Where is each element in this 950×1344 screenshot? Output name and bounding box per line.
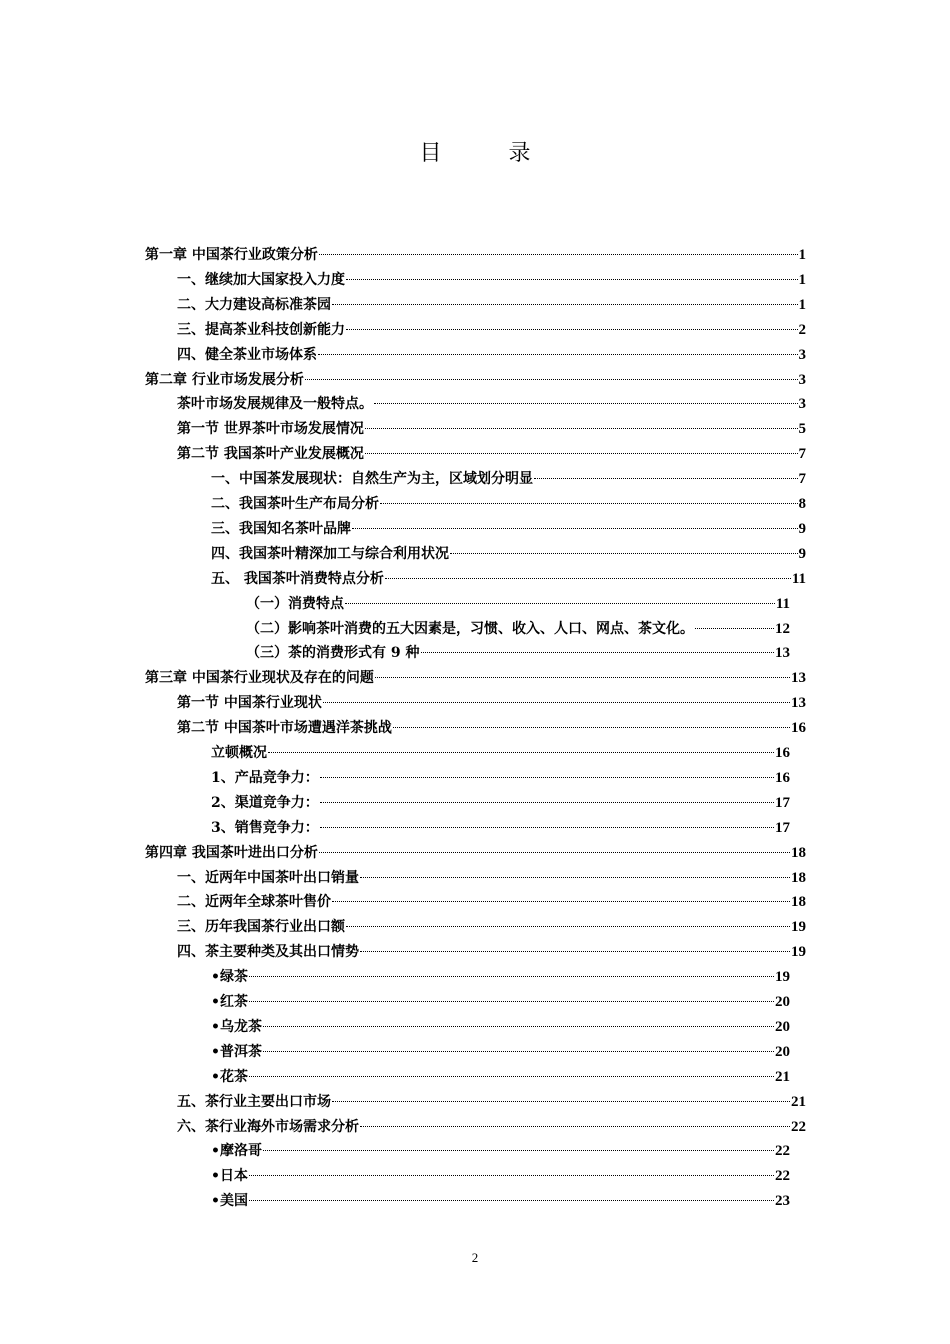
- toc-entry-page: 20: [775, 1043, 790, 1060]
- toc-entry-label: （一）消费特点: [246, 595, 344, 612]
- toc-entry[interactable]: [211, 791, 790, 816]
- toc-entry-page: 21: [791, 1093, 806, 1110]
- toc-entry[interactable]: [177, 890, 806, 915]
- toc-entry-page: 19: [791, 944, 806, 961]
- toc-entry-page: 9: [798, 545, 806, 562]
- toc-entry[interactable]: [177, 442, 806, 467]
- toc-entry[interactable]: [177, 293, 806, 318]
- toc-entry[interactable]: [177, 1090, 806, 1115]
- toc-entry-label: 三、历年我国茶行业出口额: [177, 919, 345, 936]
- toc-entry[interactable]: [145, 666, 806, 691]
- toc-entry-label: 一、近两年中国茶叶出口销量: [177, 869, 359, 886]
- dot-leader: [249, 1076, 774, 1077]
- dot-leader: [305, 379, 798, 380]
- toc-entry-page: 22: [775, 1143, 790, 1160]
- toc-entry[interactable]: [211, 1189, 790, 1214]
- toc-entry[interactable]: [246, 617, 790, 642]
- toc-entry-page: 19: [775, 969, 790, 986]
- dot-leader: [332, 1101, 790, 1102]
- toc-entry-page: 3: [798, 396, 806, 413]
- toc-entry-label: 3、销售竞争力：: [211, 819, 319, 836]
- toc-entry-page: 7: [798, 471, 806, 488]
- toc-entry-page: 16: [775, 769, 790, 786]
- toc-entry-label: 第三章 中国茶行业现状及存在的问题: [145, 670, 374, 687]
- toc-entry[interactable]: [177, 940, 806, 965]
- toc-entry-label: •红茶: [211, 994, 248, 1010]
- toc-entry-page: 1: [798, 271, 806, 288]
- toc-entry-label: •绿茶: [211, 969, 248, 986]
- toc-entry[interactable]: [211, 1015, 790, 1040]
- toc-entry[interactable]: [211, 567, 806, 592]
- toc-entry-page: 18: [791, 844, 806, 861]
- toc-entry-page: 21: [775, 1068, 790, 1085]
- dot-leader: [374, 403, 798, 404]
- toc-entry-label: 第四章 我国茶叶进出口分析: [145, 844, 318, 861]
- dot-leader: [393, 727, 790, 728]
- toc-entry-page: 3: [798, 346, 806, 363]
- dot-leader: [249, 1175, 774, 1176]
- toc-entry-label: 一、中国茶发展现状：自然生产为主，区域划分明显: [211, 471, 533, 488]
- toc-entry-label: 五、 我国茶叶消费特点分析: [211, 570, 384, 587]
- dot-leader: [365, 428, 798, 429]
- toc-entry-label: 四、茶主要种类及其出口情势: [177, 944, 359, 961]
- toc-entry-page: 16: [775, 745, 790, 761]
- dot-leader: [352, 528, 798, 529]
- dot-leader: [332, 304, 798, 305]
- toc-entry-page: 18: [791, 894, 806, 911]
- dot-leader: [332, 901, 790, 902]
- toc-entry-label: 三、我国知名茶叶品牌: [211, 520, 351, 537]
- dot-leader: [263, 1026, 774, 1027]
- dot-leader: [360, 951, 790, 952]
- toc-entry-label: •日本: [211, 1168, 248, 1185]
- toc-entry[interactable]: [246, 592, 790, 617]
- toc-entry[interactable]: [145, 243, 806, 268]
- toc-entry[interactable]: [211, 1040, 790, 1065]
- toc-entry[interactable]: [211, 1139, 790, 1164]
- dot-leader: [450, 553, 798, 554]
- toc-entry-label: 三、提高茶业科技创新能力: [177, 321, 345, 338]
- toc-entry-page: 22: [791, 1118, 806, 1135]
- toc-entry[interactable]: [177, 716, 806, 741]
- dot-leader: [320, 802, 774, 803]
- toc-entry-label: 立顿概况: [211, 745, 267, 761]
- dot-leader: [360, 1126, 790, 1127]
- dot-leader: [320, 827, 774, 828]
- dot-leader: [263, 1150, 774, 1151]
- toc-entry-label: 第一节 中国茶行业现状: [177, 695, 322, 712]
- toc-entry-label: 一、继续加大国家投入力度: [177, 271, 345, 288]
- toc-entry[interactable]: [211, 467, 806, 492]
- toc-entry[interactable]: [211, 741, 790, 766]
- toc-entry-label: 四、健全茶业市场体系: [177, 346, 317, 363]
- dot-leader: [323, 702, 790, 703]
- dot-leader: [319, 852, 790, 853]
- toc-entry[interactable]: [211, 990, 790, 1015]
- dot-leader: [249, 976, 774, 977]
- toc-entry-page: 11: [791, 570, 806, 587]
- toc-entry-page: 17: [775, 794, 790, 811]
- toc-entry-page: 5: [798, 421, 806, 438]
- toc-entry[interactable]: [211, 965, 790, 990]
- toc-entry[interactable]: [177, 1115, 806, 1140]
- dot-leader: [249, 1001, 774, 1002]
- toc-entry-page: 11: [775, 595, 790, 612]
- toc-entry[interactable]: [177, 691, 806, 716]
- toc-entry-page: 1: [798, 296, 806, 313]
- toc-entry-label: •花茶: [211, 1068, 248, 1085]
- toc-entry[interactable]: [211, 542, 806, 567]
- dot-leader: [263, 1051, 774, 1052]
- toc-entry[interactable]: [246, 641, 790, 666]
- dot-leader: [268, 752, 774, 753]
- toc-entry-label: •普洱茶: [211, 1043, 262, 1060]
- toc-entry[interactable]: [211, 1065, 790, 1090]
- toc-entry[interactable]: [177, 343, 806, 368]
- dot-leader: [695, 628, 774, 629]
- toc-entry-label: 茶叶市场发展规律及一般特点。: [177, 396, 373, 413]
- toc-entry[interactable]: [211, 1164, 790, 1189]
- toc-entry-page: 18: [791, 869, 806, 886]
- toc-entry-label: 2、渠道竞争力：: [211, 794, 319, 811]
- toc-entry-label: 第二章 行业市场发展分析: [145, 371, 304, 388]
- toc-entry[interactable]: [177, 417, 806, 442]
- toc-entry-page: 20: [775, 1018, 790, 1035]
- dot-leader: [345, 603, 775, 604]
- toc-entry-page: 23: [775, 1193, 790, 1210]
- dot-leader: [534, 478, 798, 479]
- toc-entry-label: 第一章 中国茶行业政策分析: [145, 247, 318, 263]
- dot-leader: [346, 329, 798, 330]
- toc-entry-page: 16: [791, 720, 806, 737]
- dot-leader: [421, 652, 775, 653]
- toc-entry[interactable]: [177, 392, 806, 417]
- toc-entry-page: 22: [775, 1168, 790, 1185]
- page-number: 2: [471, 1250, 479, 1265]
- toc-entry[interactable]: [211, 492, 806, 517]
- dot-leader: [346, 926, 790, 927]
- toc-entry-label: 二、我国茶叶生产布局分析: [211, 496, 379, 512]
- dot-leader: [346, 279, 798, 280]
- toc-entry-label: （三）茶的消费形式有 9 种: [246, 645, 420, 662]
- toc-entry-page: 7: [798, 446, 806, 463]
- toc-entry-label: 第二节 我国茶叶产业发展概况: [177, 446, 364, 463]
- dot-leader: [360, 877, 790, 878]
- toc-entry-page: 13: [791, 695, 806, 712]
- toc-entry-label: •乌龙茶: [211, 1018, 262, 1035]
- toc-entry-page: 17: [775, 819, 790, 836]
- toc-entry-page: 20: [775, 994, 790, 1010]
- toc-entry[interactable]: [211, 816, 790, 841]
- toc-entry-page: 1: [798, 247, 806, 263]
- toc-entry-label: •摩洛哥: [211, 1143, 262, 1160]
- toc-entry-label: 第二节 中国茶叶市场遭遇洋茶挑战: [177, 720, 392, 737]
- toc-entry[interactable]: [177, 268, 806, 293]
- toc-entry-label: •美国: [211, 1193, 248, 1210]
- toc-entry-label: （二）影响茶叶消费的五大因素是，习惯、收入、人口、网点、茶文化。: [246, 620, 694, 637]
- dot-leader: [365, 453, 798, 454]
- toc-entry[interactable]: [177, 866, 806, 891]
- toc-entry-page: 13: [791, 670, 806, 687]
- toc-entry[interactable]: [177, 915, 806, 940]
- toc-entry[interactable]: [145, 841, 806, 866]
- toc-entry-label: 二、近两年全球茶叶售价: [177, 894, 331, 911]
- dot-leader: [249, 1200, 774, 1201]
- toc-entry[interactable]: [145, 368, 806, 393]
- toc-entry-page: 12: [775, 620, 790, 637]
- toc-entry-page: 19: [791, 919, 806, 936]
- toc-entry-page: 13: [775, 645, 790, 662]
- dot-leader: [380, 503, 798, 504]
- toc-entry[interactable]: [177, 318, 806, 343]
- dot-leader: [319, 254, 798, 255]
- toc-entry-label: 二、大力建设高标准茶园: [177, 296, 331, 313]
- toc-entry-label: 第一节 世界茶叶市场发展情况: [177, 421, 364, 438]
- toc-entry-label: 六、茶行业海外市场需求分析: [177, 1118, 359, 1135]
- page-title: 目 录: [419, 141, 561, 166]
- toc-entry-page: 3: [798, 371, 806, 388]
- toc-entry-page: 9: [798, 520, 806, 537]
- dot-leader: [375, 677, 790, 678]
- dot-leader: [385, 578, 791, 579]
- toc-entry[interactable]: [211, 766, 790, 791]
- dot-leader: [320, 777, 774, 778]
- toc-entry[interactable]: [211, 517, 806, 542]
- dot-leader: [318, 354, 798, 355]
- toc-entry-label: 五、茶行业主要出口市场: [177, 1093, 331, 1110]
- toc-entry-page: 2: [798, 321, 806, 338]
- toc-entry-label: 1、产品竞争力：: [211, 769, 319, 786]
- toc-entry-label: 四、我国茶叶精深加工与综合利用状况: [211, 545, 449, 562]
- toc-entry-page: 8: [798, 496, 806, 512]
